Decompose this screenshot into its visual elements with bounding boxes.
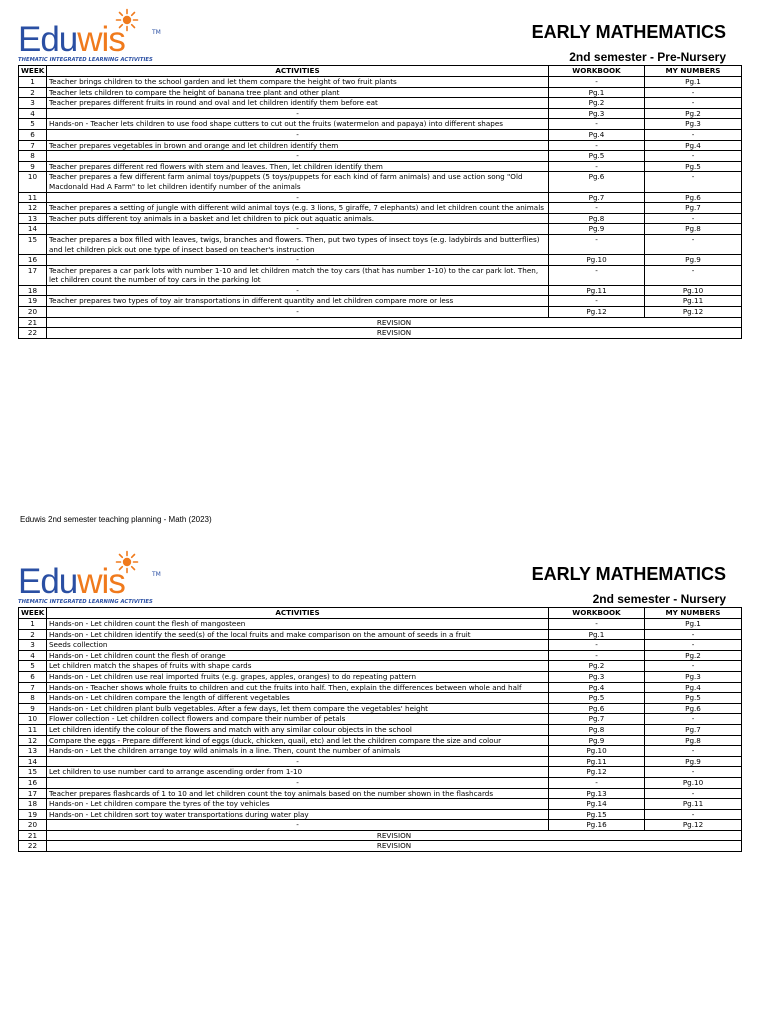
- table-row: [19, 682, 742, 693]
- workbook-cell: Pg.6: [549, 172, 645, 192]
- schedule-table: [18, 65, 742, 339]
- activity-cell: Teacher brings children to the school garden and let them compare the height of two fruit plants: [47, 77, 549, 88]
- my-numbers-cell: Pg.4: [645, 140, 742, 151]
- my-numbers-cell: Pg.12: [645, 307, 742, 318]
- week-header: WEEK: [19, 66, 47, 77]
- workbook-cell: Pg.12: [549, 767, 645, 778]
- table-row: [19, 224, 742, 235]
- logo-wordmark: Eduwis: [18, 20, 125, 59]
- week-cell: 20: [19, 820, 47, 831]
- revision-cell: REVISION: [47, 830, 742, 841]
- week-cell: 1: [19, 619, 47, 630]
- activities-header: ACTIVITIES: [47, 66, 549, 77]
- week-cell: 13: [19, 213, 47, 224]
- revision-cell: REVISION: [47, 328, 742, 339]
- my-numbers-cell: Pg.7: [645, 724, 742, 735]
- week-cell: 19: [19, 809, 47, 820]
- my-numbers-cell: -: [645, 746, 742, 757]
- activity-cell: Hands-on - Teacher shows whole fruits to children and cut the fruits into half. Then, explain the differences between whole and half: [47, 682, 549, 693]
- revision-row: [19, 841, 742, 852]
- my-numbers-cell: -: [645, 714, 742, 725]
- my-numbers-cell: Pg.9: [645, 255, 742, 266]
- activity-cell: -: [47, 129, 549, 140]
- my-numbers-cell: Pg.7: [645, 203, 742, 214]
- workbook-cell: Pg.3: [549, 108, 645, 119]
- my-numbers-cell: Pg.8: [645, 735, 742, 746]
- my-numbers-cell: -: [645, 788, 742, 799]
- workbook-cell: Pg.2: [549, 98, 645, 109]
- my-numbers-cell: -: [645, 661, 742, 672]
- week-cell: 18: [19, 799, 47, 810]
- section-header: [18, 6, 741, 65]
- workbook-cell: Pg.10: [549, 746, 645, 757]
- table-row: [19, 140, 742, 151]
- table-row: [19, 213, 742, 224]
- table-row: [19, 809, 742, 820]
- activity-cell: -: [47, 108, 549, 119]
- activity-cell: Compare the eggs - Prepare different kind of eggs (duck, chicken, quail, etc) and let the children compare the size and colour: [47, 735, 549, 746]
- table-row: [19, 192, 742, 203]
- eduwis-logo: [18, 550, 178, 608]
- table-row: [19, 98, 742, 109]
- my-numbers-cell: Pg.5: [645, 693, 742, 704]
- week-cell: 4: [19, 650, 47, 661]
- trademark-mark: TM: [152, 29, 161, 36]
- my-numbers-cell: -: [645, 129, 742, 140]
- workbook-header: WORKBOOK: [549, 608, 645, 619]
- week-cell: 14: [19, 756, 47, 767]
- table-row: [19, 255, 742, 266]
- nursery-section: [18, 548, 741, 852]
- table-body: [19, 77, 742, 339]
- my-numbers-cell: Pg.10: [645, 285, 742, 296]
- workbook-cell: -: [549, 77, 645, 88]
- activity-cell: Teacher prepares a few different farm animal toys/puppets (5 toys/puppets for each kind of farm animals) and use action song "Old Macdonald Had A Farm" to let children identify number of the animals: [47, 172, 549, 192]
- workbook-cell: Pg.14: [549, 799, 645, 810]
- table-header-row: [19, 66, 742, 77]
- activity-cell: Hands-on - Let children compare the tyres of the toy vehicles: [47, 799, 549, 810]
- my-numbers-cell: -: [645, 151, 742, 162]
- workbook-cell: Pg.10: [549, 255, 645, 266]
- table-row: [19, 151, 742, 162]
- table-row: [19, 671, 742, 682]
- workbook-cell: Pg.12: [549, 307, 645, 318]
- my-numbers-cell: Pg.10: [645, 777, 742, 788]
- activity-cell: Hands-on - Teacher lets children to use food shape cutters to cut out the fruits (watermelon and papaya) into different shapes: [47, 119, 549, 130]
- table-row: [19, 619, 742, 630]
- trademark-mark: TM: [152, 571, 161, 578]
- week-cell: 1: [19, 77, 47, 88]
- revision-row: [19, 317, 742, 328]
- my-numbers-cell: Pg.11: [645, 296, 742, 307]
- activity-cell: Teacher lets children to compare the height of banana tree plant and other plant: [47, 87, 549, 98]
- table-row: [19, 108, 742, 119]
- week-cell: 22: [19, 328, 47, 339]
- workbook-cell: Pg.3: [549, 671, 645, 682]
- activity-cell: -: [47, 151, 549, 162]
- week-cell: 7: [19, 682, 47, 693]
- activity-cell: Hands-on - Let the children arrange toy wild animals in a line. Then, count the number of animals: [47, 746, 549, 757]
- my-numbers-cell: Pg.8: [645, 224, 742, 235]
- table-row: [19, 161, 742, 172]
- table-row: [19, 77, 742, 88]
- workbook-cell: -: [549, 140, 645, 151]
- table-header-row: [19, 608, 742, 619]
- table-row: [19, 724, 742, 735]
- my-numbers-cell: Pg.12: [645, 820, 742, 831]
- week-cell: 12: [19, 735, 47, 746]
- workbook-cell: -: [549, 265, 645, 285]
- my-numbers-header: MY NUMBERS: [645, 66, 742, 77]
- table-row: [19, 296, 742, 307]
- workbook-cell: -: [549, 296, 645, 307]
- workbook-header: WORKBOOK: [549, 66, 645, 77]
- my-numbers-cell: Pg.3: [645, 671, 742, 682]
- page-title: EARLY MATHEMATICS: [531, 22, 726, 42]
- activity-cell: -: [47, 777, 549, 788]
- week-cell: 9: [19, 703, 47, 714]
- activity-cell: Flower collection - Let children collect flowers and compare their number of petals: [47, 714, 549, 725]
- section-header: [18, 548, 741, 607]
- activity-cell: -: [47, 224, 549, 235]
- week-cell: 10: [19, 172, 47, 192]
- table-row: [19, 307, 742, 318]
- workbook-cell: Pg.2: [549, 661, 645, 672]
- week-cell: 8: [19, 693, 47, 704]
- workbook-cell: Pg.1: [549, 629, 645, 640]
- workbook-cell: Pg.6: [549, 703, 645, 714]
- week-cell: 16: [19, 777, 47, 788]
- week-cell: 11: [19, 724, 47, 735]
- workbook-cell: Pg.11: [549, 285, 645, 296]
- logo-wordmark: Eduwis: [18, 562, 125, 601]
- week-cell: 2: [19, 87, 47, 98]
- week-cell: 6: [19, 129, 47, 140]
- my-numbers-cell: -: [645, 213, 742, 224]
- workbook-cell: -: [549, 640, 645, 651]
- activity-cell: -: [47, 192, 549, 203]
- table-row: [19, 693, 742, 704]
- table-row: [19, 777, 742, 788]
- workbook-cell: Pg.4: [549, 682, 645, 693]
- table-body: [19, 619, 742, 852]
- activity-cell: Hands-on - Let children count the flesh of mangosteen: [47, 619, 549, 630]
- footer-note: Eduwis 2nd semester teaching planning - Math (2023): [20, 515, 212, 524]
- week-cell: 17: [19, 788, 47, 799]
- table-row: [19, 820, 742, 831]
- activity-cell: Hands-on - Let children count the flesh of orange: [47, 650, 549, 661]
- workbook-cell: -: [549, 777, 645, 788]
- activity-cell: -: [47, 756, 549, 767]
- week-cell: 8: [19, 151, 47, 162]
- table-row: [19, 172, 742, 192]
- my-numbers-cell: Pg.1: [645, 77, 742, 88]
- table-row: [19, 746, 742, 757]
- workbook-cell: -: [549, 119, 645, 130]
- my-numbers-cell: Pg.2: [645, 108, 742, 119]
- week-cell: 17: [19, 265, 47, 285]
- workbook-cell: Pg.7: [549, 192, 645, 203]
- week-cell: 12: [19, 203, 47, 214]
- table-row: [19, 265, 742, 285]
- week-cell: 22: [19, 841, 47, 852]
- my-numbers-cell: -: [645, 98, 742, 109]
- table-row: [19, 767, 742, 778]
- week-cell: 3: [19, 98, 47, 109]
- my-numbers-cell: Pg.6: [645, 703, 742, 714]
- activity-cell: -: [47, 307, 549, 318]
- workbook-cell: Pg.5: [549, 693, 645, 704]
- workbook-cell: -: [549, 619, 645, 630]
- activity-cell: Teacher prepares flashcards of 1 to 10 and let children count the toy animals based on the number shown in the flashcards: [47, 788, 549, 799]
- week-cell: 16: [19, 255, 47, 266]
- table-row: [19, 799, 742, 810]
- activity-cell: Teacher prepares a box filled with leaves, twigs, branches and flowers. Then, put two types of insect toys (e.g. ladybirds and butterflies) and let children pick out one type of insect based on teacher's instruction: [47, 234, 549, 254]
- my-numbers-cell: Pg.5: [645, 161, 742, 172]
- revision-cell: REVISION: [47, 841, 742, 852]
- workbook-cell: -: [549, 161, 645, 172]
- activity-cell: Teacher prepares vegetables in brown and orange and let children identify them: [47, 140, 549, 151]
- activity-cell: Hands-on - Let children sort toy water transportations during water play: [47, 809, 549, 820]
- my-numbers-cell: Pg.9: [645, 756, 742, 767]
- table-row: [19, 714, 742, 725]
- activity-cell: Teacher prepares different red flowers with stem and leaves. Then, let children identify them: [47, 161, 549, 172]
- week-cell: 4: [19, 108, 47, 119]
- activity-cell: Teacher prepares different fruits in round and oval and let children identify them before eat: [47, 98, 549, 109]
- week-cell: 21: [19, 830, 47, 841]
- workbook-cell: Pg.7: [549, 714, 645, 725]
- workbook-cell: -: [549, 650, 645, 661]
- table-row: [19, 788, 742, 799]
- activity-cell: -: [47, 820, 549, 831]
- activity-cell: Let children identify the colour of the flowers and match with any similar colour objects in the school: [47, 724, 549, 735]
- workbook-cell: Pg.1: [549, 87, 645, 98]
- table-row: [19, 87, 742, 98]
- week-cell: 3: [19, 640, 47, 651]
- week-cell: 5: [19, 119, 47, 130]
- activity-cell: Hands-on - Let children identify the seed(s) of the local fruits and make comparison on the amount of seeds in a fruit: [47, 629, 549, 640]
- workbook-cell: Pg.11: [549, 756, 645, 767]
- week-header: WEEK: [19, 608, 47, 619]
- my-numbers-cell: -: [645, 809, 742, 820]
- week-cell: 18: [19, 285, 47, 296]
- table-row: [19, 640, 742, 651]
- revision-row: [19, 328, 742, 339]
- workbook-cell: Pg.4: [549, 129, 645, 140]
- week-cell: 11: [19, 192, 47, 203]
- workbook-cell: Pg.8: [549, 724, 645, 735]
- eduwis-logo: [18, 8, 178, 66]
- activity-cell: Seeds collection: [47, 640, 549, 651]
- page-subtitle: 2nd semester - Pre-Nursery: [569, 50, 726, 64]
- week-cell: 15: [19, 234, 47, 254]
- table-row: [19, 703, 742, 714]
- my-numbers-cell: -: [645, 265, 742, 285]
- my-numbers-cell: Pg.6: [645, 192, 742, 203]
- week-cell: 20: [19, 307, 47, 318]
- activity-cell: -: [47, 255, 549, 266]
- week-cell: 10: [19, 714, 47, 725]
- activities-header: ACTIVITIES: [47, 608, 549, 619]
- table-row: [19, 629, 742, 640]
- workbook-cell: Pg.15: [549, 809, 645, 820]
- week-cell: 15: [19, 767, 47, 778]
- table-row: [19, 661, 742, 672]
- revision-cell: REVISION: [47, 317, 742, 328]
- activity-cell: Let children to use number card to arrange ascending order from 1-10: [47, 767, 549, 778]
- table-row: [19, 735, 742, 746]
- workbook-cell: Pg.16: [549, 820, 645, 831]
- activity-cell: Hands-on - Let children plant bulb vegetables. After a few days, let them compare the vegetables' height: [47, 703, 549, 714]
- table-row: [19, 285, 742, 296]
- my-numbers-cell: -: [645, 767, 742, 778]
- week-cell: 9: [19, 161, 47, 172]
- workbook-cell: -: [549, 203, 645, 214]
- workbook-cell: Pg.8: [549, 213, 645, 224]
- activity-cell: Let children match the shapes of fruits with shape cards: [47, 661, 549, 672]
- my-numbers-cell: -: [645, 640, 742, 651]
- activity-cell: Hands-on - Let children compare the length of different vegetables: [47, 693, 549, 704]
- workbook-cell: Pg.5: [549, 151, 645, 162]
- workbook-cell: Pg.9: [549, 224, 645, 235]
- my-numbers-cell: -: [645, 234, 742, 254]
- activity-cell: Teacher puts different toy animals in a basket and let children to pick out aquatic animals.: [47, 213, 549, 224]
- my-numbers-header: MY NUMBERS: [645, 608, 742, 619]
- table-row: [19, 234, 742, 254]
- page-title: EARLY MATHEMATICS: [531, 564, 726, 584]
- workbook-cell: Pg.13: [549, 788, 645, 799]
- activity-cell: Teacher prepares a car park lots with number 1-10 and let children match the toy cars (that has number 1-10) to the car park lot. Then, let children count the number of toy cars in the parking lot: [47, 265, 549, 285]
- week-cell: 2: [19, 629, 47, 640]
- my-numbers-cell: Pg.11: [645, 799, 742, 810]
- my-numbers-cell: Pg.4: [645, 682, 742, 693]
- my-numbers-cell: -: [645, 172, 742, 192]
- logo-tagline: THEMATIC INTEGRATED LEARNING ACTIVITIES: [18, 57, 153, 63]
- activity-cell: Teacher prepares a setting of jungle with different wild animal toys (e.g. 3 lions, 5 giraffe, 7 elephants) and let children count the animals: [47, 203, 549, 214]
- week-cell: 19: [19, 296, 47, 307]
- week-cell: 13: [19, 746, 47, 757]
- schedule-table: [18, 607, 742, 852]
- my-numbers-cell: Pg.3: [645, 119, 742, 130]
- my-numbers-cell: -: [645, 87, 742, 98]
- week-cell: 7: [19, 140, 47, 151]
- my-numbers-cell: Pg.1: [645, 619, 742, 630]
- logo-tagline: THEMATIC INTEGRATED LEARNING ACTIVITIES: [18, 599, 153, 605]
- week-cell: 6: [19, 671, 47, 682]
- my-numbers-cell: -: [645, 629, 742, 640]
- table-row: [19, 203, 742, 214]
- revision-row: [19, 830, 742, 841]
- table-row: [19, 756, 742, 767]
- week-cell: 5: [19, 661, 47, 672]
- table-row: [19, 650, 742, 661]
- page-subtitle: 2nd semester - Nursery: [592, 592, 726, 606]
- activity-cell: -: [47, 285, 549, 296]
- table-row: [19, 119, 742, 130]
- workbook-cell: -: [549, 234, 645, 254]
- week-cell: 21: [19, 317, 47, 328]
- my-numbers-cell: Pg.2: [645, 650, 742, 661]
- workbook-cell: Pg.9: [549, 735, 645, 746]
- pre-nursery-section: [18, 6, 741, 339]
- table-row: [19, 129, 742, 140]
- activity-cell: Teacher prepares two types of toy air transportations in different quantity and let children compare more or less: [47, 296, 549, 307]
- week-cell: 14: [19, 224, 47, 235]
- activity-cell: Hands-on - Let children use real imported fruits (e.g. grapes, apples, oranges) to do repeating pattern: [47, 671, 549, 682]
